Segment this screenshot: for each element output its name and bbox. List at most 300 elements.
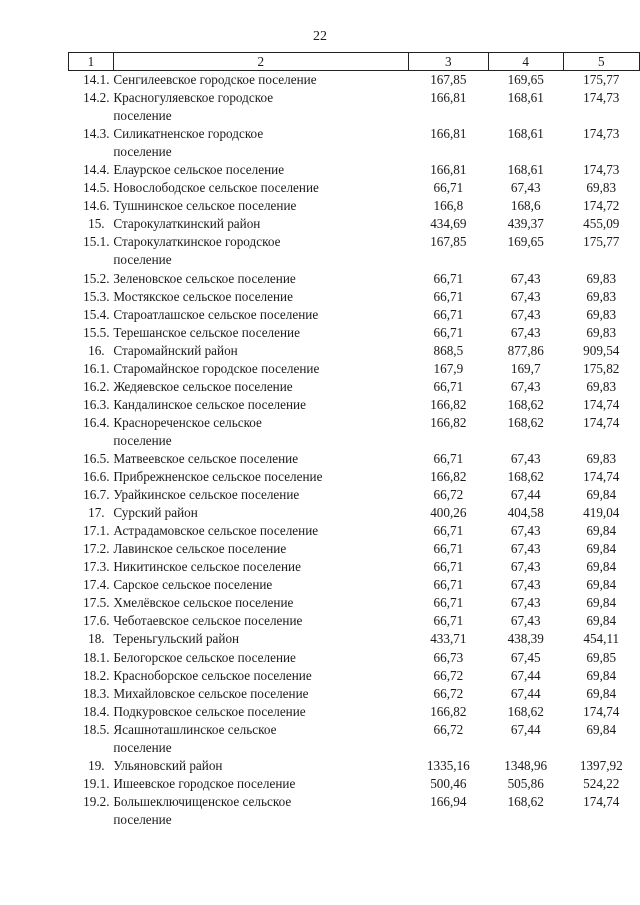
row-number-text: 16.5.	[83, 450, 110, 466]
header-cell-2: 2	[113, 53, 408, 71]
value-col-4: 169,65	[507, 234, 544, 250]
row-number	[69, 288, 114, 306]
settlement-name-line: Новослободское сельское поселение	[113, 180, 319, 196]
row-number-text: 17.5.	[83, 595, 110, 611]
value-col-4: 168,61	[507, 162, 544, 178]
settlement-name-line: поселение	[113, 432, 172, 448]
settlement-name	[113, 775, 408, 793]
row-number	[69, 306, 114, 324]
value-col-4: 67,43	[510, 270, 541, 286]
value-col-3: 166,82	[430, 396, 467, 412]
row-number-text: 18.4.	[83, 703, 110, 719]
value-col-3: 400,26	[430, 505, 467, 521]
settlement-name	[113, 703, 408, 721]
row-number	[69, 612, 114, 630]
settlement-name-line: Краснореченское сельское	[113, 414, 262, 430]
value-col-5: 455,09	[583, 216, 620, 232]
value-col-4: 169,65	[507, 72, 544, 87]
value-col-3: 66,71	[433, 595, 464, 611]
settlement-name-line: Сенгилеевское городское поселение	[113, 72, 317, 87]
value-col-3: 167,9	[433, 360, 464, 376]
settlement-name-line: Белогорское сельское поселение	[113, 649, 296, 665]
table-row	[69, 396, 640, 414]
row-number	[69, 775, 114, 793]
value-col-4: 168,62	[507, 469, 544, 485]
settlement-name	[113, 793, 408, 829]
value-col-3: 1335,16	[426, 757, 470, 773]
value-col-3: 66,71	[433, 270, 464, 286]
settlement-name-line: Лавинское сельское поселение	[113, 541, 287, 557]
settlement-name	[113, 558, 408, 576]
table-row	[69, 594, 640, 612]
value-col-5: 69,83	[586, 306, 617, 322]
row-number	[69, 540, 114, 558]
value-col-3: 166,81	[430, 162, 467, 178]
settlement-name	[113, 360, 408, 378]
value-col-5: 1397,92	[579, 757, 623, 773]
row-number-text: 18.3.	[83, 685, 110, 701]
value-col-5: 69,83	[586, 378, 617, 394]
settlement-name-line: поселение	[113, 811, 172, 827]
value-col-5: 174,73	[583, 162, 620, 178]
value-col-4: 1348,96	[504, 757, 548, 773]
row-number-text: 16.	[88, 342, 105, 358]
table-row	[69, 703, 640, 721]
table-row	[69, 233, 640, 269]
value-col-4: 67,43	[510, 324, 541, 340]
row-number	[69, 703, 114, 721]
row-number	[69, 378, 114, 396]
value-col-3: 166,82	[430, 469, 467, 485]
value-col-3: 66,72	[433, 721, 464, 737]
value-col-3: 66,72	[433, 667, 464, 683]
row-number	[69, 324, 114, 342]
settlement-name-line: Красногуляевское городское	[113, 90, 274, 106]
settlement-name	[113, 71, 408, 90]
value-col-5: 69,84	[586, 595, 617, 611]
settlement-name-line: Жедяевское сельское поселение	[113, 378, 293, 394]
value-col-4: 67,44	[510, 721, 541, 737]
value-col-5: 69,84	[586, 721, 617, 737]
settlement-name-line: Зеленовское сельское поселение	[113, 270, 296, 286]
table-row	[69, 721, 640, 757]
value-col-4: 505,86	[507, 775, 544, 791]
value-col-3: 66,71	[433, 577, 464, 593]
settlement-name	[113, 721, 408, 757]
table-row	[69, 324, 640, 342]
settlement-name-line: Елаурское сельское поселение	[113, 162, 285, 178]
row-number-text: 15.1.	[83, 234, 110, 250]
value-col-4: 168,6	[510, 198, 541, 214]
value-col-4: 67,43	[510, 595, 541, 611]
settlement-name	[113, 161, 408, 179]
settlement-name	[113, 649, 408, 667]
value-col-4: 168,62	[507, 414, 544, 430]
value-col-3: 66,71	[433, 541, 464, 557]
value-col-3: 66,72	[433, 685, 464, 701]
settlement-name-line: Ульяновский район	[113, 757, 223, 773]
table-row	[69, 540, 640, 558]
value-col-5: 174,74	[583, 703, 620, 719]
row-number	[69, 757, 114, 775]
row-number-text: 15.2.	[83, 270, 110, 286]
value-col-4: 67,44	[510, 487, 541, 503]
value-col-5: 69,83	[586, 324, 617, 340]
table-row	[69, 757, 640, 775]
value-col-5: 69,84	[586, 541, 617, 557]
value-col-3: 166,8	[433, 198, 464, 214]
value-col-4: 168,62	[507, 703, 544, 719]
table-row	[69, 612, 640, 630]
table-row	[69, 414, 640, 450]
value-col-4: 67,45	[510, 649, 541, 665]
value-col-4: 67,43	[510, 180, 541, 196]
value-col-5: 175,77	[583, 72, 620, 87]
settlement-name-line: Подкуровское сельское поселение	[113, 703, 306, 719]
value-col-3: 167,85	[430, 72, 467, 87]
settlement-name-line: Хмелёвское сельское поселение	[113, 595, 294, 611]
table-row	[69, 775, 640, 793]
settlement-name-line: Астрадамовское сельское поселение	[113, 523, 319, 539]
settlement-name	[113, 125, 408, 161]
row-number	[69, 125, 114, 161]
value-col-3: 166,82	[430, 703, 467, 719]
settlement-name-line: Старомайнский район	[113, 342, 238, 358]
settlement-name-line: Ясашноташлинское сельское	[113, 721, 277, 737]
value-col-4: 877,86	[507, 342, 544, 358]
value-col-5: 174,74	[583, 396, 620, 412]
row-number	[69, 504, 114, 522]
row-number-text: 18.5.	[83, 721, 110, 737]
row-number-text: 14.3.	[83, 126, 110, 142]
value-col-4: 67,43	[510, 613, 541, 629]
table-row	[69, 360, 640, 378]
row-number	[69, 89, 114, 125]
value-col-5: 524,22	[583, 775, 620, 791]
row-number-text: 14.2.	[83, 90, 110, 106]
value-col-4: 67,43	[510, 450, 541, 466]
row-number-text: 14.5.	[83, 180, 110, 196]
table-row	[69, 793, 640, 829]
settlement-name-line: поселение	[113, 252, 172, 268]
settlement-name-line: поселение	[113, 144, 172, 160]
row-number-text: 17.1.	[83, 523, 110, 539]
settlement-name	[113, 486, 408, 504]
value-col-4: 168,62	[507, 396, 544, 412]
value-col-3: 66,71	[433, 559, 464, 575]
settlement-name	[113, 630, 408, 648]
row-number-text: 17.2.	[83, 541, 110, 557]
row-number	[69, 270, 114, 288]
value-col-5: 69,84	[586, 577, 617, 593]
row-number	[69, 342, 114, 360]
table-row	[69, 558, 640, 576]
settlement-name-line: Чеботаевское сельское поселение	[113, 613, 303, 629]
value-col-5: 69,83	[586, 450, 617, 466]
value-col-5: 419,04	[583, 505, 620, 521]
row-number-text: 16.4.	[83, 414, 110, 430]
row-number	[69, 630, 114, 648]
row-number-text: 15.	[88, 216, 105, 232]
settlement-name-line: Силикатненское городское	[113, 126, 264, 142]
row-number	[69, 233, 114, 269]
table-row	[69, 288, 640, 306]
table-row	[69, 161, 640, 179]
table-body	[69, 71, 640, 829]
table-row	[69, 468, 640, 486]
row-number-text: 14.1.	[83, 72, 110, 87]
value-col-3: 166,94	[430, 793, 467, 809]
settlement-name	[113, 378, 408, 396]
value-col-4: 67,43	[510, 541, 541, 557]
table-row	[69, 215, 640, 233]
value-col-5: 909,54	[583, 342, 620, 358]
header-cell-5: 5	[563, 53, 639, 71]
table-row	[69, 649, 640, 667]
table-row	[69, 270, 640, 288]
settlement-name-line: Кандалинское сельское поселение	[113, 396, 306, 412]
row-number	[69, 721, 114, 757]
row-number-text: 16.1.	[83, 360, 110, 376]
value-col-4: 169,7	[510, 360, 541, 376]
settlement-name	[113, 667, 408, 685]
row-number-text: 19.	[88, 757, 105, 773]
value-col-4: 67,43	[510, 288, 541, 304]
row-number	[69, 197, 114, 215]
row-number	[69, 71, 114, 90]
table-row	[69, 125, 640, 161]
page-number: 22	[313, 29, 327, 44]
settlement-name	[113, 522, 408, 540]
settlement-name	[113, 396, 408, 414]
value-col-5: 175,77	[583, 234, 620, 250]
value-col-5: 69,85	[586, 649, 617, 665]
row-number-text: 18.1.	[83, 649, 110, 665]
settlement-name-line: Староатлашское сельское поселение	[113, 306, 319, 322]
row-number-text: 16.3.	[83, 396, 110, 412]
value-col-3: 66,73	[433, 649, 464, 665]
value-col-5: 69,84	[586, 523, 617, 539]
value-col-3: 66,71	[433, 523, 464, 539]
table-row	[69, 71, 640, 90]
value-col-5: 69,84	[586, 613, 617, 629]
settlement-name	[113, 757, 408, 775]
value-col-3: 166,81	[430, 90, 467, 106]
value-col-4: 67,43	[510, 577, 541, 593]
row-number-text: 17.6.	[83, 613, 110, 629]
row-number	[69, 360, 114, 378]
value-col-3: 66,72	[433, 487, 464, 503]
settlement-name-line: Старокулаткинский район	[113, 216, 261, 232]
settlement-name-line: Прибрежненское сельское поселение	[113, 469, 323, 485]
row-number	[69, 685, 114, 703]
table-row	[69, 522, 640, 540]
table-row	[69, 306, 640, 324]
value-col-3: 66,71	[433, 288, 464, 304]
row-number-text: 17.4.	[83, 577, 110, 593]
settlement-name-line: Тушнинское сельское поселение	[113, 198, 297, 214]
value-col-5: 69,84	[586, 559, 617, 575]
row-number	[69, 558, 114, 576]
value-col-3: 66,71	[433, 613, 464, 629]
row-number-text: 16.2.	[83, 378, 110, 394]
table-row	[69, 197, 640, 215]
settlement-name	[113, 342, 408, 360]
value-col-5: 69,83	[586, 288, 617, 304]
value-col-3: 868,5	[433, 342, 464, 358]
value-col-3: 500,46	[430, 775, 467, 791]
row-number	[69, 161, 114, 179]
row-number-text: 19.2.	[83, 793, 110, 809]
table-row	[69, 450, 640, 468]
value-col-3: 433,71	[430, 631, 467, 647]
settlement-name	[113, 215, 408, 233]
settlement-name	[113, 612, 408, 630]
row-number-text: 19.1.	[83, 775, 110, 791]
settlement-name-line: Тереньгульский район	[113, 631, 240, 647]
settlement-name	[113, 270, 408, 288]
value-col-3: 434,69	[430, 216, 467, 232]
value-col-3: 166,82	[430, 414, 467, 430]
settlement-name-line: Матвеевское сельское поселение	[113, 450, 299, 466]
row-number-text: 15.5.	[83, 324, 110, 340]
value-col-3: 167,85	[430, 234, 467, 250]
value-col-4: 438,39	[507, 631, 544, 647]
settlement-name	[113, 540, 408, 558]
settlement-name-line: Михайловское сельское поселение	[113, 685, 309, 701]
settlement-name-line: поселение	[113, 108, 172, 124]
value-col-5: 174,73	[583, 90, 620, 106]
table-row	[69, 486, 640, 504]
value-col-3: 66,71	[433, 378, 464, 394]
value-col-4: 404,58	[507, 505, 544, 521]
settlement-name	[113, 179, 408, 197]
row-number	[69, 594, 114, 612]
value-col-5: 174,74	[583, 469, 620, 485]
settlement-name-line: Никитинское сельское поселение	[113, 559, 301, 575]
value-col-4: 67,44	[510, 685, 541, 701]
value-col-4: 67,43	[510, 378, 541, 394]
value-col-5: 175,82	[583, 360, 620, 376]
row-number-text: 18.2.	[83, 667, 110, 683]
settlement-name	[113, 288, 408, 306]
row-number	[69, 179, 114, 197]
settlement-name	[113, 594, 408, 612]
value-col-4: 67,44	[510, 667, 541, 683]
settlement-name	[113, 89, 408, 125]
value-col-4: 168,62	[507, 793, 544, 809]
row-number-text: 16.6.	[83, 469, 110, 485]
row-number-text: 15.3.	[83, 288, 110, 304]
row-number-text: 14.6.	[83, 198, 110, 214]
value-col-4: 439,37	[507, 216, 544, 232]
value-col-5: 454,11	[583, 631, 620, 647]
row-number	[69, 576, 114, 594]
table-row	[69, 179, 640, 197]
settlement-name-line: Урайкинское сельское поселение	[113, 487, 300, 503]
settlement-name	[113, 576, 408, 594]
table-row	[69, 378, 640, 396]
settlement-name-line: Большеключищенское сельское	[113, 793, 292, 809]
value-col-5: 69,84	[586, 487, 617, 503]
settlement-name	[113, 504, 408, 522]
settlement-name	[113, 468, 408, 486]
value-col-3: 66,71	[433, 324, 464, 340]
settlement-name	[113, 414, 408, 450]
settlement-name	[113, 685, 408, 703]
header-cell-4: 4	[488, 53, 563, 71]
value-col-5: 69,83	[586, 270, 617, 286]
table-row	[69, 342, 640, 360]
value-col-5: 69,84	[586, 667, 617, 683]
table-row	[69, 89, 640, 125]
table-row	[69, 667, 640, 685]
settlement-name-line: Мостякское сельское поселение	[113, 288, 293, 304]
settlement-name-line: Сурский район	[113, 505, 198, 521]
table-row	[69, 504, 640, 522]
row-number-text: 17.	[88, 505, 105, 521]
value-col-4: 67,43	[510, 559, 541, 575]
header-cell-3: 3	[408, 53, 488, 71]
header-cell-1: 1	[69, 53, 114, 71]
value-col-3: 66,71	[433, 180, 464, 196]
table-row	[69, 576, 640, 594]
settlement-name-line: поселение	[113, 739, 172, 755]
value-col-5: 69,83	[586, 180, 617, 196]
value-col-5: 174,73	[583, 126, 620, 142]
settlement-name-line: Ишеевское городское поселение	[113, 775, 296, 791]
value-col-3: 66,71	[433, 450, 464, 466]
settlement-name	[113, 306, 408, 324]
row-number	[69, 450, 114, 468]
row-number	[69, 649, 114, 667]
value-col-5: 174,72	[583, 198, 620, 214]
settlement-name	[113, 197, 408, 215]
settlement-name	[113, 324, 408, 342]
row-number-text: 18.	[88, 631, 105, 647]
value-col-4: 168,61	[507, 90, 544, 106]
table-row	[69, 685, 640, 703]
value-col-4: 168,61	[507, 126, 544, 142]
value-col-4: 67,43	[510, 523, 541, 539]
settlement-name-line: Старокулаткинское городское	[113, 234, 281, 250]
settlement-name-line: Терешанское сельское поселение	[113, 324, 300, 340]
row-number	[69, 667, 114, 685]
row-number	[69, 414, 114, 450]
row-number	[69, 215, 114, 233]
settlement-name	[113, 450, 408, 468]
value-col-3: 66,71	[433, 306, 464, 322]
value-col-4: 67,43	[510, 306, 541, 322]
settlement-name-line: Красноборское сельское поселение	[113, 667, 312, 683]
value-col-3: 166,81	[430, 126, 467, 142]
row-number-text: 17.3.	[83, 559, 110, 575]
row-number	[69, 396, 114, 414]
value-col-5: 174,74	[583, 414, 620, 430]
value-col-5: 174,74	[583, 793, 620, 809]
settlement-name	[113, 233, 408, 269]
row-number	[69, 468, 114, 486]
header-row	[69, 53, 640, 71]
row-number	[69, 486, 114, 504]
row-number	[69, 522, 114, 540]
table-row	[69, 630, 640, 648]
data-table	[68, 52, 640, 829]
value-col-5: 69,84	[586, 685, 617, 701]
row-number-text: 16.7.	[83, 487, 110, 503]
row-number	[69, 793, 114, 829]
row-number-text: 14.4.	[83, 162, 110, 178]
